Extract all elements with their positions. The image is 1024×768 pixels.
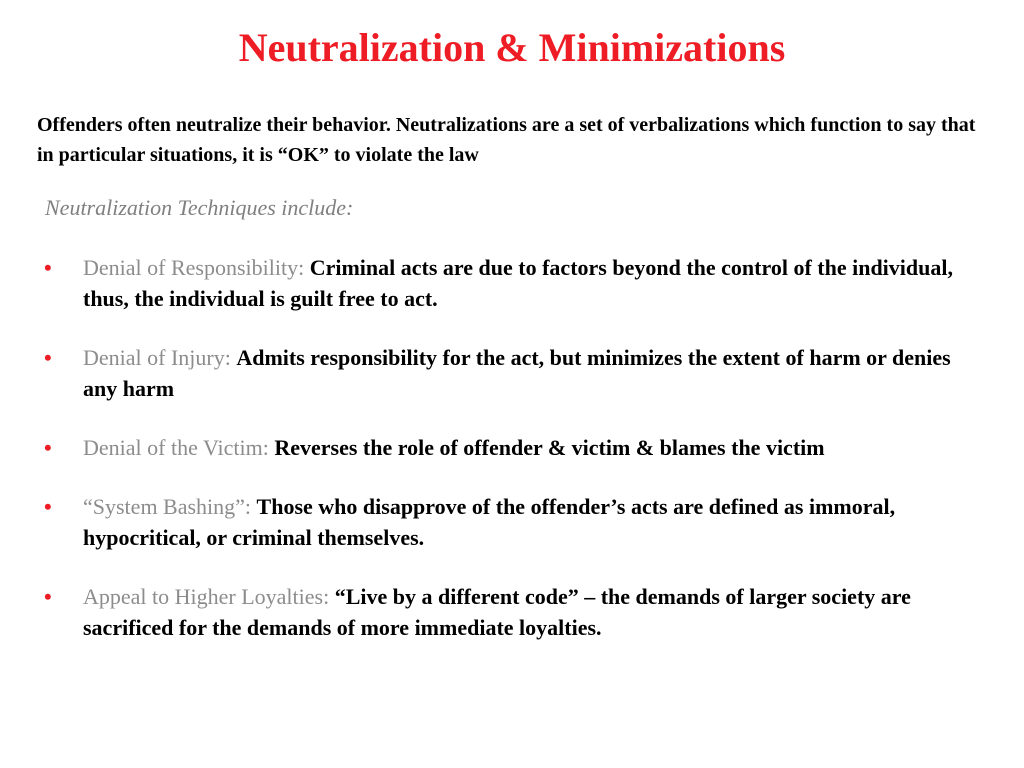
bullet-icon: • — [44, 435, 52, 460]
technique-description: Admits responsibility for the act, but minimizes the extent of harm or denies any harm — [83, 345, 951, 401]
technique-denial-of-the-victim — [0, 432, 1024, 463]
techniques-list — [0, 252, 1024, 671]
techniques-subheading: Neutralization Techniques include: — [45, 195, 354, 220]
technique-system-bashing — [0, 491, 1024, 553]
technique-description: Reverses the role of offender & victim & blames the victim — [274, 435, 825, 460]
intro-paragraph: Offenders often neutralize their behavior. Neutralizations are a set of verbalizations which function to say that in particular situations, it is “OK” to violate the law — [37, 114, 976, 166]
technique-term: Denial of the Victim: — [83, 435, 269, 460]
bullet-icon: • — [44, 345, 52, 370]
technique-appeal-to-higher-loyalties — [0, 581, 1024, 643]
bullet-icon: • — [44, 255, 52, 280]
technique-term: “System Bashing”: — [83, 494, 252, 519]
technique-term: Denial of Injury: — [83, 345, 231, 370]
bullet-icon: • — [44, 494, 52, 519]
bullet-icon: • — [44, 584, 52, 609]
technique-description: “Live by a different code” – the demands of larger society are sacrificed for the demands of more immediate loyalties. — [83, 584, 911, 640]
technique-description: Criminal acts are due to factors beyond the control of the individual, thus, the individual is guilt free to act. — [83, 255, 953, 311]
technique-denial-of-injury — [0, 342, 1024, 404]
technique-term: Denial of Responsibility: — [83, 255, 305, 280]
slide-title: Neutralization & Minimizations — [238, 25, 786, 70]
technique-denial-of-responsibility — [0, 252, 1024, 314]
technique-term: Appeal to Higher Loyalties: — [83, 584, 330, 609]
technique-description: Those who disapprove of the offender’s acts are defined as immoral, hypocritical, or criminal themselves. — [83, 494, 896, 550]
